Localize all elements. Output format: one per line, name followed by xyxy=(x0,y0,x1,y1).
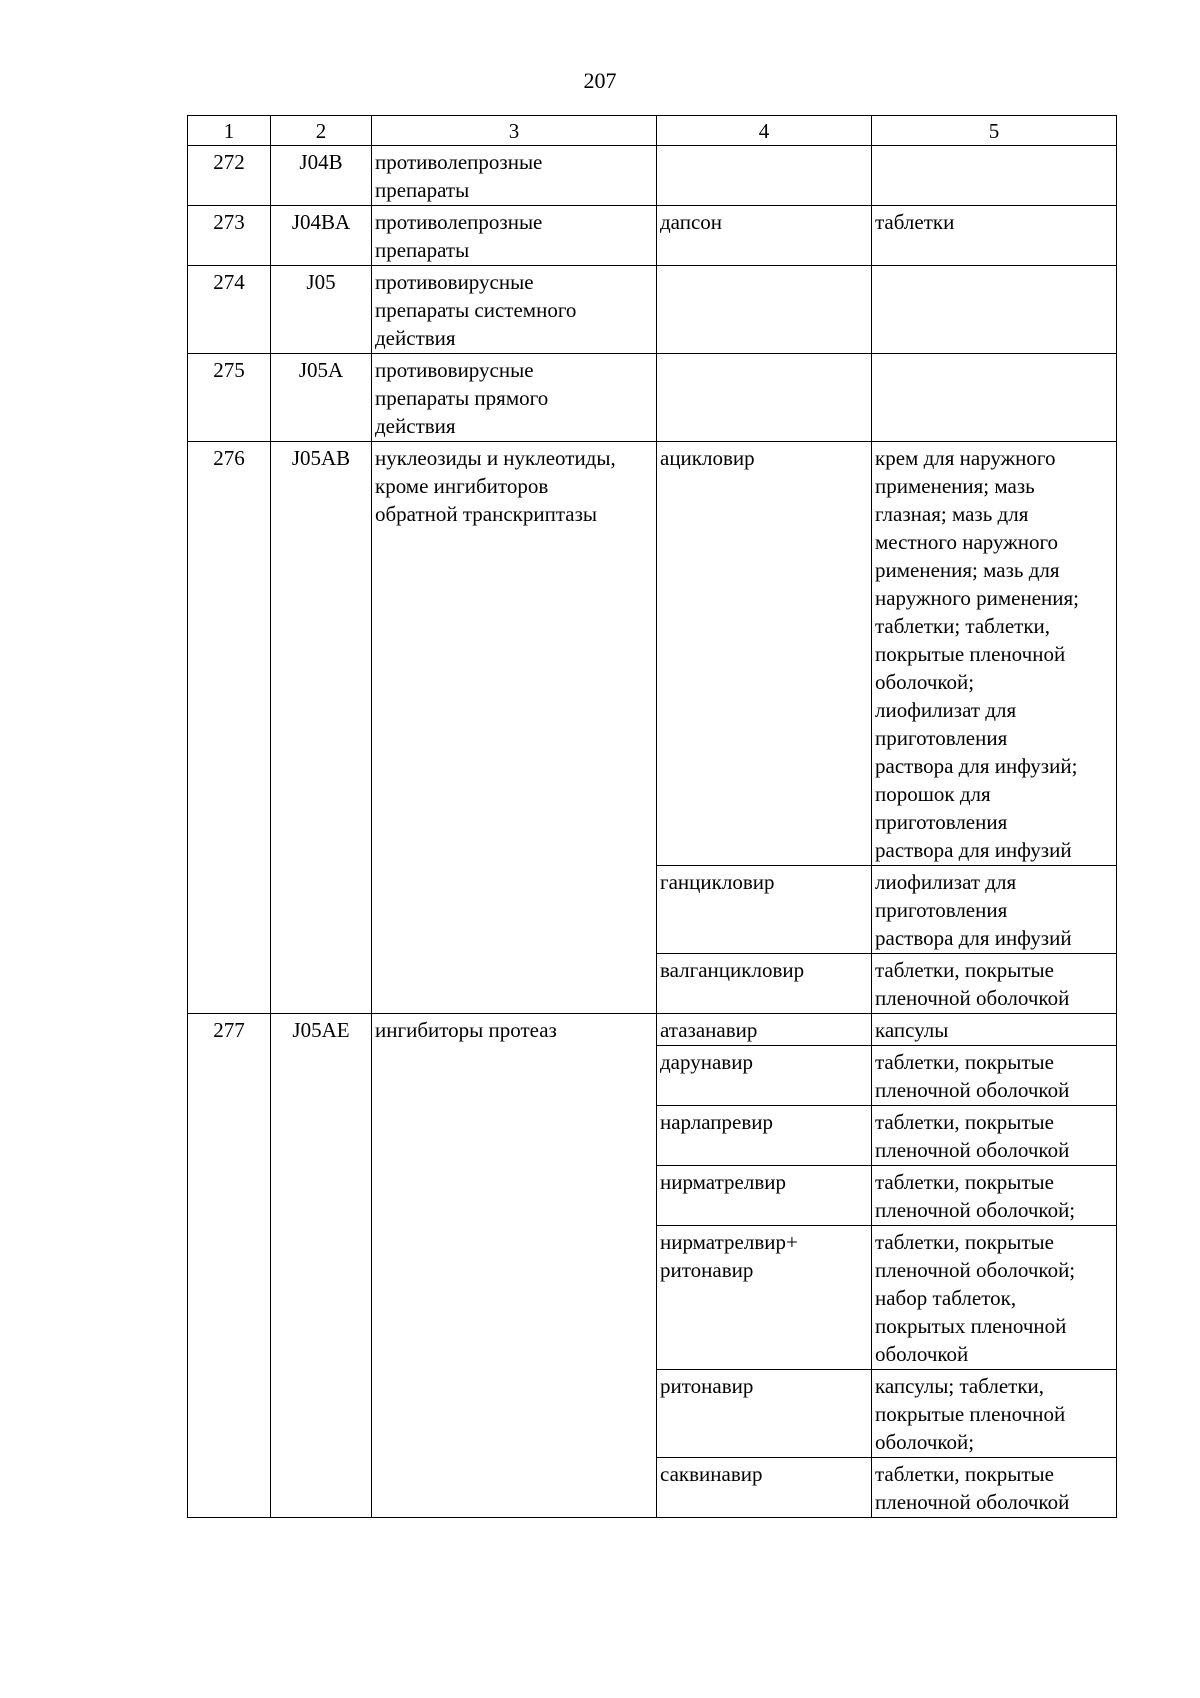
row-number-cell: 272 xyxy=(188,146,271,206)
header-cell: 2 xyxy=(271,116,372,146)
table-row xyxy=(188,266,1117,354)
dosage-form-cell xyxy=(872,206,1117,266)
row-number-cell: 276 xyxy=(188,442,271,1014)
atc-code-cell: J05 xyxy=(271,266,372,354)
dosage-form-line: лиофилизат для xyxy=(875,698,1017,722)
drug-name-line: нирматрелвир+ xyxy=(660,1230,798,1254)
group-name-line: противовирусные xyxy=(375,358,534,382)
dosage-form-cell xyxy=(872,146,1117,206)
dosage-form-line: крем для наружного xyxy=(875,446,1056,470)
drug-name-line: саквинавир xyxy=(660,1462,763,1486)
group-name-line: препараты xyxy=(375,178,470,202)
drug-name-cell xyxy=(657,266,872,354)
drug-name-cell xyxy=(657,1046,872,1106)
row-number-cell: 274 xyxy=(188,266,271,354)
dosage-form-line: лиофилизат для xyxy=(875,870,1017,894)
group-name-line: противовирусные xyxy=(375,270,534,294)
dosage-form-line: покрытые пленочной xyxy=(875,642,1066,666)
dosage-form-line: набор таблеток, xyxy=(875,1286,1017,1310)
dosage-form-cell xyxy=(872,866,1117,954)
group-name-line: противолепрозные xyxy=(375,210,543,234)
dosage-form-line: оболочкой xyxy=(875,1342,969,1366)
dosage-form-line: таблетки, покрытые xyxy=(875,1230,1054,1254)
group-name-line: действия xyxy=(375,414,456,438)
drug-name-cell xyxy=(657,1370,872,1458)
dosage-form-line: раствора для инфузий xyxy=(875,838,1072,862)
drug-name-cell xyxy=(657,1458,872,1518)
dosage-form-line: таблетки, покрытые xyxy=(875,1170,1054,1194)
atc-code-cell: J04B xyxy=(271,146,372,206)
dosage-form-line: таблетки; таблетки, xyxy=(875,614,1051,638)
header-cell: 4 xyxy=(657,116,872,146)
table-row xyxy=(188,1014,1117,1046)
atc-code-cell: J05A xyxy=(271,354,372,442)
dosage-form-line: таблетки, покрытые xyxy=(875,1462,1054,1486)
dosage-form-cell xyxy=(872,1370,1117,1458)
dosage-form-cell xyxy=(872,354,1117,442)
row-number-cell: 275 xyxy=(188,354,271,442)
dosage-form-line: пленочной оболочкой xyxy=(875,1490,1070,1514)
drug-name-line: нарлапревир xyxy=(660,1110,774,1134)
table-header-row xyxy=(188,116,1117,146)
group-name-cell xyxy=(372,266,657,354)
drug-name-line: валганцикловир xyxy=(660,958,805,982)
drug-name-line: атазанавир xyxy=(660,1018,758,1042)
dosage-form-cell xyxy=(872,1014,1117,1046)
group-name-line: нуклеозиды и нуклеотиды, xyxy=(375,446,616,470)
dosage-form-line: пленочной оболочкой xyxy=(875,986,1070,1010)
dosage-form-line: приготовления xyxy=(875,810,1008,834)
atc-code-cell: J04BA xyxy=(271,206,372,266)
group-name-line: препараты системного xyxy=(375,298,577,322)
dosage-form-line: таблетки xyxy=(875,210,955,234)
dosage-form-line: раствора для инфузий; xyxy=(875,754,1078,778)
dosage-form-line: таблетки, покрытые xyxy=(875,958,1054,982)
dosage-form-cell xyxy=(872,442,1117,866)
dosage-form-line: глазная; мазь для xyxy=(875,502,1029,526)
drug-name-cell xyxy=(657,1014,872,1046)
atc-code-cell: J05AB xyxy=(271,442,372,1014)
group-name-line: ингибиторы протеаз xyxy=(375,1018,557,1042)
dosage-form-cell xyxy=(872,1458,1117,1518)
dosage-form-line: раствора для инфузий xyxy=(875,926,1072,950)
header-cell: 5 xyxy=(872,116,1117,146)
drug-name-cell xyxy=(657,442,872,866)
drug-name-cell xyxy=(657,954,872,1014)
dosage-form-cell xyxy=(872,1226,1117,1370)
table-row xyxy=(188,206,1117,266)
group-name-cell xyxy=(372,146,657,206)
dosage-form-cell xyxy=(872,1106,1117,1166)
atc-code-cell: J05AE xyxy=(271,1014,372,1518)
group-name-line: противолепрозные xyxy=(375,150,543,174)
dosage-form-cell xyxy=(872,1046,1117,1106)
dosage-form-line: оболочкой; xyxy=(875,1430,975,1454)
drug-table-body xyxy=(188,116,1117,1518)
drug-name-line: нирматрелвир xyxy=(660,1170,786,1194)
drug-name-cell xyxy=(657,1226,872,1370)
drug-name-line: ритонавир xyxy=(660,1374,754,1398)
drug-name-line: дарунавир xyxy=(660,1050,753,1074)
group-name-cell xyxy=(372,206,657,266)
drug-name-line: ацикловир xyxy=(660,446,755,470)
dosage-form-line: пленочной оболочкой xyxy=(875,1138,1070,1162)
dosage-form-cell xyxy=(872,954,1117,1014)
dosage-form-line: порошок для xyxy=(875,782,991,806)
dosage-form-line: оболочкой; xyxy=(875,670,975,694)
row-number-cell: 277 xyxy=(188,1014,271,1518)
dosage-form-line: приготовления xyxy=(875,898,1008,922)
drug-name-cell xyxy=(657,1166,872,1226)
drug-name-cell xyxy=(657,146,872,206)
dosage-form-cell xyxy=(872,1166,1117,1226)
dosage-form-line: местного наружного xyxy=(875,530,1059,554)
drug-name-line: ганцикловир xyxy=(660,870,775,894)
dosage-form-line: капсулы; таблетки, xyxy=(875,1374,1045,1398)
table-row xyxy=(188,354,1117,442)
group-name-line: действия xyxy=(375,326,456,350)
dosage-form-line: таблетки, покрытые xyxy=(875,1050,1054,1074)
group-name-line: обратной транскриптазы xyxy=(375,502,598,526)
header-cell: 1 xyxy=(188,116,271,146)
dosage-form-line: рименения; мазь для xyxy=(875,558,1060,582)
dosage-form-cell xyxy=(872,266,1117,354)
table-row xyxy=(188,146,1117,206)
drug-name-cell xyxy=(657,354,872,442)
group-name-cell xyxy=(372,442,657,1014)
dosage-form-line: приготовления xyxy=(875,726,1008,750)
row-number-cell: 273 xyxy=(188,206,271,266)
drug-name-cell xyxy=(657,206,872,266)
dosage-form-line: пленочной оболочкой xyxy=(875,1078,1070,1102)
group-name-line: кроме ингибиторов xyxy=(375,474,549,498)
dosage-form-line: капсулы xyxy=(875,1018,949,1042)
dosage-form-line: применения; мазь xyxy=(875,474,1035,498)
drug-name-cell xyxy=(657,866,872,954)
dosage-form-line: пленочной оболочкой; xyxy=(875,1198,1076,1222)
dosage-form-line: таблетки, покрытые xyxy=(875,1110,1054,1134)
drug-name-cell xyxy=(657,1106,872,1166)
table-row xyxy=(188,442,1117,866)
dosage-form-line: пленочной оболочкой; xyxy=(875,1258,1076,1282)
group-name-line: препараты прямого xyxy=(375,386,549,410)
group-name-line: препараты xyxy=(375,238,470,262)
group-name-cell xyxy=(372,1014,657,1518)
dosage-form-line: покрытые пленочной xyxy=(875,1402,1066,1426)
dosage-form-line: покрытых пленочной xyxy=(875,1314,1067,1338)
drug-name-line: ритонавир xyxy=(660,1258,754,1282)
group-name-cell xyxy=(372,354,657,442)
drug-table xyxy=(187,115,1117,1518)
header-cell: 3 xyxy=(372,116,657,146)
page-number: 207 xyxy=(583,68,617,93)
drug-name-line: дапсон xyxy=(660,210,723,234)
dosage-form-line: наружного рименения; xyxy=(875,586,1079,610)
